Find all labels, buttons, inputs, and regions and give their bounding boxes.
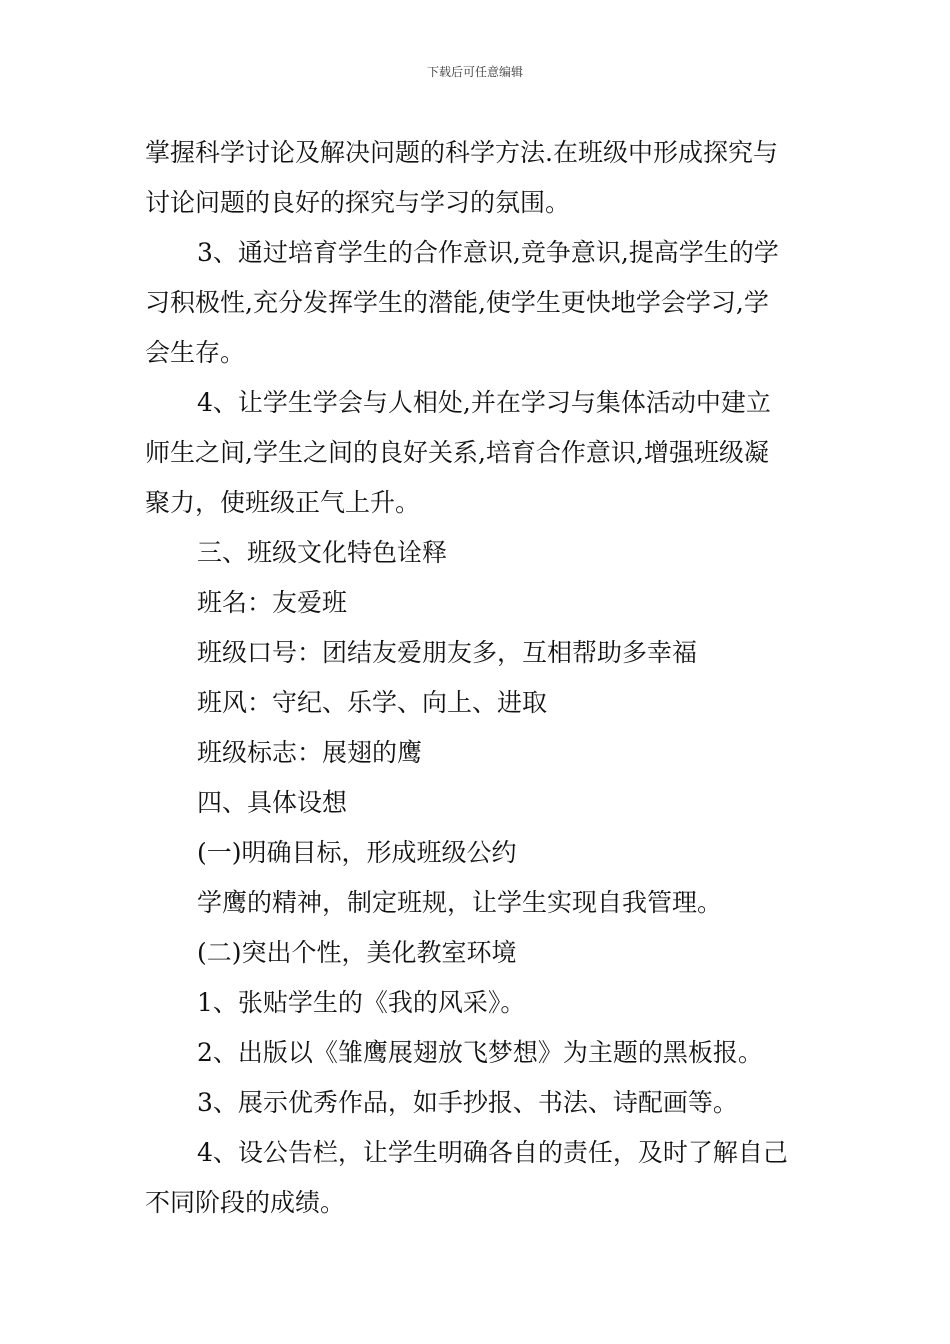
paragraph-line: 4、让学生学会与人相处,并在学习与集体活动中建立 [197, 388, 771, 417]
paragraph-line: 不同阶段的成绩。 [145, 1188, 346, 1217]
paragraph-line: 习积极性,充分发挥学生的潜能,使学生更快地学会学习,学 [145, 288, 769, 317]
subsection-heading: (一)明确目标，形成班级公约 [197, 838, 517, 867]
list-item: 1、张贴学生的《我的风采》。 [197, 988, 526, 1017]
paragraph-line: 3、通过培育学生的合作意识,竞争意识,提高学生的学 [197, 238, 779, 267]
paragraph-line: 掌握科学讨论及解决问题的科学方法.在班级中形成探究与 [145, 138, 778, 167]
paragraph-line: 班名：友爱班 [197, 588, 348, 617]
paragraph-line: 讨论问题的良好的探究与学习的氛围。 [145, 188, 571, 217]
paragraph-line: 班级口号：团结友爱朋友多，互相帮助多幸福 [197, 638, 698, 667]
page-header-note: 下载后可任意编辑 [426, 65, 523, 79]
list-item: 3、展示优秀作品，如手抄报、书法、诗配画等。 [197, 1088, 738, 1117]
paragraph-line: 聚力，使班级正气上升。 [145, 488, 421, 517]
list-item: 2、出版以《雏鹰展翅放飞梦想》为主题的黑板报。 [197, 1038, 763, 1067]
paragraph-line: 班级标志：展翅的鹰 [197, 738, 423, 767]
subsection-heading: (二)突出个性，美化教室环境 [197, 938, 517, 967]
list-item: 4、设公告栏，让学生明确各自的责任，及时了解自己 [197, 1138, 788, 1167]
document-body [145, 128, 807, 1228]
section-heading: 三、班级文化特色诠释 [197, 538, 448, 567]
paragraph-line: 会生存。 [145, 338, 246, 367]
paragraph-line: 班风：守纪、乐学、向上、进取 [197, 688, 548, 717]
section-heading: 四、具体设想 [197, 788, 348, 817]
paragraph-line: 学鹰的精神，制定班规，让学生实现自我管理。 [197, 888, 723, 917]
paragraph-line: 师生之间,学生之间的良好关系,培育合作意识,增强班级凝 [145, 438, 769, 467]
